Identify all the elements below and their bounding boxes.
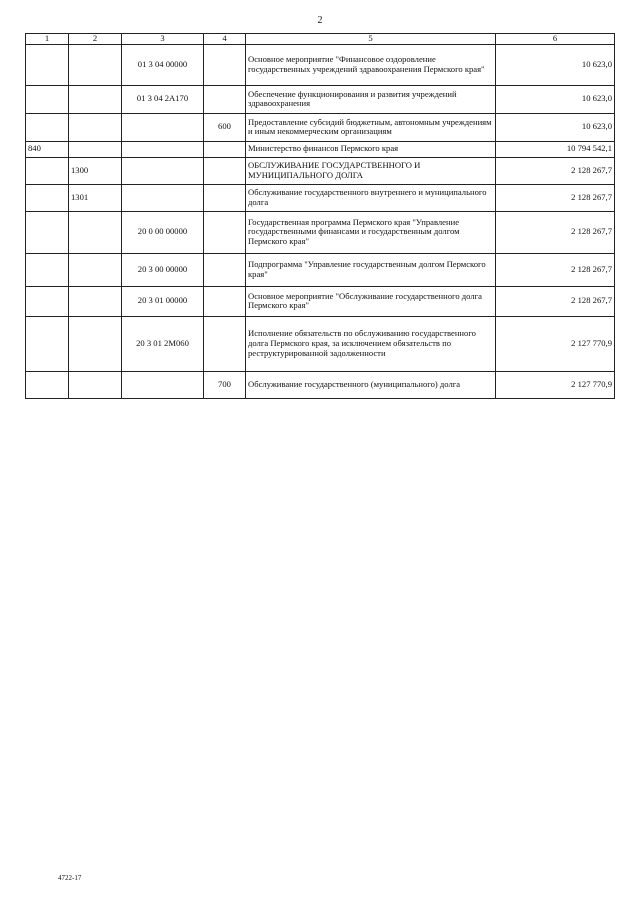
table-row bbox=[26, 44, 615, 85]
cell-target-code bbox=[122, 184, 204, 211]
cell-col2: 1300 bbox=[69, 157, 122, 184]
table-row bbox=[26, 113, 615, 141]
column-header-2: 2 bbox=[69, 34, 122, 45]
cell-col2 bbox=[69, 141, 122, 157]
cell-description: Основное мероприятие "Финансовое оздоровление государственных учреждений здравоохранения Пермского края" bbox=[246, 44, 496, 85]
cell-col1 bbox=[26, 85, 69, 113]
table-row bbox=[26, 286, 615, 316]
column-header-6: 6 bbox=[496, 34, 615, 45]
cell-amount: 10 623,0 bbox=[496, 85, 615, 113]
table-row bbox=[26, 253, 615, 286]
cell-target-code bbox=[122, 371, 204, 398]
cell-col1 bbox=[26, 286, 69, 316]
cell-col1 bbox=[26, 157, 69, 184]
cell-expense-type: 700 bbox=[204, 371, 246, 398]
cell-col2 bbox=[69, 371, 122, 398]
cell-target-code bbox=[122, 157, 204, 184]
cell-col1 bbox=[26, 184, 69, 211]
cell-target-code bbox=[122, 141, 204, 157]
column-header-5: 5 bbox=[246, 34, 496, 45]
cell-expense-type bbox=[204, 286, 246, 316]
budget-table bbox=[25, 33, 615, 399]
cell-expense-type bbox=[204, 141, 246, 157]
cell-col2 bbox=[69, 211, 122, 253]
cell-amount: 10 623,0 bbox=[496, 113, 615, 141]
cell-amount: 2 128 267,7 bbox=[496, 157, 615, 184]
cell-amount: 2 128 267,7 bbox=[496, 184, 615, 211]
table-row bbox=[26, 371, 615, 398]
cell-expense-type bbox=[204, 157, 246, 184]
table-row bbox=[26, 211, 615, 253]
cell-col2: 1301 bbox=[69, 184, 122, 211]
cell-amount: 2 128 267,7 bbox=[496, 211, 615, 253]
table-header-row bbox=[26, 34, 615, 45]
cell-col1: 840 bbox=[26, 141, 69, 157]
cell-col2 bbox=[69, 85, 122, 113]
cell-col1 bbox=[26, 316, 69, 371]
cell-target-code: 20 3 01 2М060 bbox=[122, 316, 204, 371]
cell-description: Исполнение обязательств по обслуживанию государственного долга Пермского края, за исключением обязательств по реструктурированной задолженности bbox=[246, 316, 496, 371]
cell-amount: 2 128 267,7 bbox=[496, 286, 615, 316]
column-header-3: 3 bbox=[122, 34, 204, 45]
cell-description: Обеспечение функционирования и развития учреждений здравоохранения bbox=[246, 85, 496, 113]
cell-description: Министерство финансов Пермского края bbox=[246, 141, 496, 157]
column-header-4: 4 bbox=[204, 34, 246, 45]
table-row bbox=[26, 157, 615, 184]
cell-target-code: 20 3 00 00000 bbox=[122, 253, 204, 286]
cell-col1 bbox=[26, 253, 69, 286]
cell-col1 bbox=[26, 44, 69, 85]
cell-col2 bbox=[69, 286, 122, 316]
cell-amount: 2 127 770,9 bbox=[496, 316, 615, 371]
table-row bbox=[26, 141, 615, 157]
cell-description: Государственная программа Пермского края "Управление государственными финансами и государственным долгом Пермского края" bbox=[246, 211, 496, 253]
document-code: 4722-17 bbox=[58, 874, 82, 882]
cell-col2 bbox=[69, 316, 122, 371]
cell-target-code: 01 3 04 00000 bbox=[122, 44, 204, 85]
cell-col1 bbox=[26, 113, 69, 141]
cell-expense-type bbox=[204, 211, 246, 253]
table-row bbox=[26, 184, 615, 211]
cell-amount: 10 794 542,1 bbox=[496, 141, 615, 157]
cell-amount: 2 127 770,9 bbox=[496, 371, 615, 398]
table-row bbox=[26, 85, 615, 113]
cell-expense-type: 600 bbox=[204, 113, 246, 141]
cell-expense-type bbox=[204, 184, 246, 211]
cell-target-code: 20 0 00 00000 bbox=[122, 211, 204, 253]
cell-expense-type bbox=[204, 85, 246, 113]
page-number: 2 bbox=[317, 15, 323, 26]
cell-description: ОБСЛУЖИВАНИЕ ГОСУДАРСТВЕННОГО И МУНИЦИПАЛЬНОГО ДОЛГА bbox=[246, 157, 496, 184]
cell-col2 bbox=[69, 253, 122, 286]
cell-target-code: 01 3 04 2А170 bbox=[122, 85, 204, 113]
cell-description: Предоставление субсидий бюджетным, автономным учреждениям и иным некоммерческим организациям bbox=[246, 113, 496, 141]
cell-amount: 10 623,0 bbox=[496, 44, 615, 85]
cell-description: Основное мероприятие "Обслуживание государственного долга Пермского края" bbox=[246, 286, 496, 316]
cell-col1 bbox=[26, 211, 69, 253]
cell-col2 bbox=[69, 113, 122, 141]
cell-col2 bbox=[69, 44, 122, 85]
cell-target-code: 20 3 01 00000 bbox=[122, 286, 204, 316]
cell-description: Обслуживание государственного внутреннего и муниципального долга bbox=[246, 184, 496, 211]
cell-amount: 2 128 267,7 bbox=[496, 253, 615, 286]
cell-target-code bbox=[122, 113, 204, 141]
table-row bbox=[26, 316, 615, 371]
cell-expense-type bbox=[204, 253, 246, 286]
cell-expense-type bbox=[204, 44, 246, 85]
cell-col1 bbox=[26, 371, 69, 398]
cell-description: Подпрограмма "Управление государственным долгом Пермского края" bbox=[246, 253, 496, 286]
cell-description: Обслуживание государственного (муниципального) долга bbox=[246, 371, 496, 398]
column-header-1: 1 bbox=[26, 34, 69, 45]
cell-expense-type bbox=[204, 316, 246, 371]
